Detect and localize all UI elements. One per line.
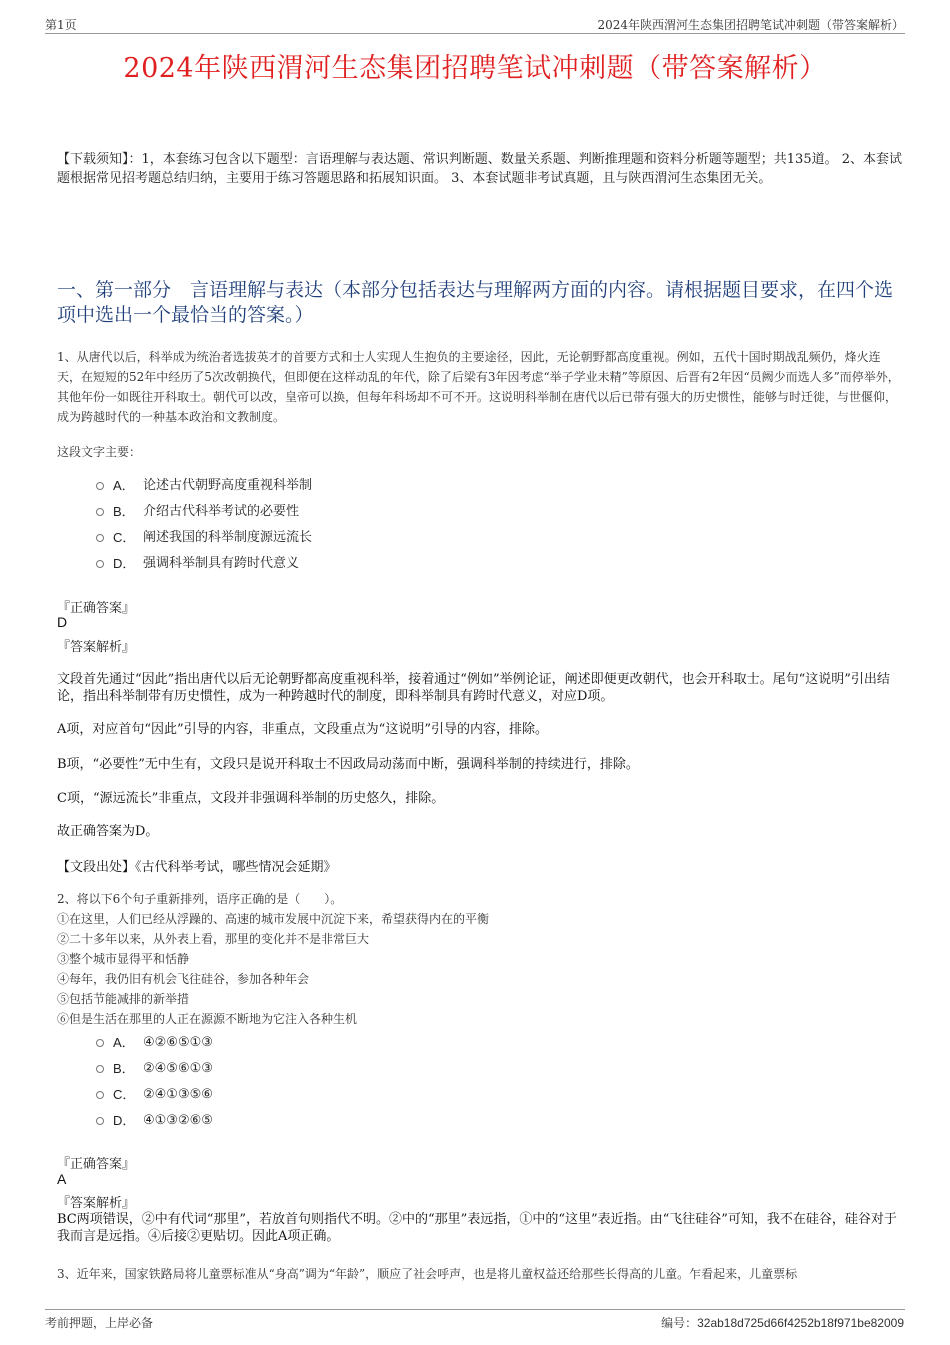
q2-sentence: ①在这里，人们已经从浮躁的、高速的城市发展中沉淀下来，希望获得内在的平衡: [57, 912, 490, 926]
radio-icon[interactable]: [96, 1039, 104, 1047]
q2-sentence: ④每年，我仍旧有机会飞往硅谷，参加各种年会: [57, 972, 310, 986]
option-text: 介绍古代科举考试的必要性: [143, 504, 300, 519]
q1-analysis-para-2: A项，对应首句“因此”引导的内容，非重点，文段重点为“这说明”引导的内容，排除。: [57, 722, 548, 737]
option-text: ②④①③⑤⑥: [143, 1087, 213, 1102]
q2-analysis-label: 『答案解析』: [57, 1196, 136, 1211]
q2-option-c[interactable]: [96, 1085, 213, 1105]
q1-option-a[interactable]: [96, 476, 312, 496]
q2-sentence: ⑥但是生活在那里的人正在源源不断地为它注入各种生机: [57, 1012, 358, 1026]
radio-icon[interactable]: [96, 1091, 104, 1099]
footer-code-value: 32ab18d725d66f4252b18f971be82009: [697, 1316, 904, 1330]
q1-analysis-label: 『答案解析』: [57, 640, 136, 655]
q2-sentence: ②二十多年以来，从外表上看，那里的变化并不是非常巨大: [57, 932, 370, 946]
q1-source: 【文段出处】《古代科举考试，哪些情况会延期》: [57, 860, 337, 875]
header-doc-title: 2024年陕西渭河生态集团招聘笔试冲刺题（带答案解析）: [597, 18, 904, 32]
radio-icon[interactable]: [96, 482, 104, 490]
q2-answer-label: 『正确答案』: [57, 1157, 136, 1172]
option-letter: D．: [113, 1113, 136, 1128]
download-notice: 【下载须知】：1，本套练习包含以下题型：言语理解与表达题、常识判断题、数量关系题、判断推理题和资料分析题等题型；共135道。 2、本套试题根据常见招考题总结归纳，主要用于练习答题思路和拓展知识面。 3、本套试题非考试真题，且与陕西渭河生态集团无关。: [57, 152, 902, 186]
footer-divider: [45, 1309, 905, 1310]
option-letter: B．: [113, 1061, 135, 1076]
radio-icon[interactable]: [96, 1117, 104, 1125]
question-1-text: 1、从唐代以后，科举成为统治者选拔英才的首要方式和士人实现人生抱负的主要途径，因此，无论朝野都高度重视。例如，五代十国时期战乱频仍，烽火连天，在短短的52年中经历了5次改朝换代，但即便在这样动乱的年代，除了后梁有3年因考虑“举子学业未精”等原因、后晋有2年因“员阙少而选人多”而停举外，其他年份一如既往开科取士。朝代可以改，皇帝可以换，但每年科场却不可不开。这说明科举制在唐代以后已带有强大的历史惯性，能够与时迁徙，与世偃仰，成为跨越时代的一种基本政治和文教制度。: [57, 350, 900, 424]
q2-option-a[interactable]: [96, 1033, 213, 1053]
q1-option-d[interactable]: [96, 554, 299, 574]
option-text: ④②⑥⑤①③: [143, 1035, 213, 1050]
q1-analysis-para-3: B项，“必要性”无中生有，文段只是说开科取士不因政局动荡而中断，强调科举制的持续进行，排除。: [57, 757, 639, 772]
section-heading: 一、第一部分 言语理解与表达（本部分包括表达与理解两方面的内容。请根据题目要求，在四个选项中选出一个最恰当的答案。）: [57, 279, 894, 326]
q2-sentence: ③整个城市显得平和恬静: [57, 952, 190, 966]
header-divider: [45, 33, 905, 34]
q1-analysis-para-5: 故正确答案为D。: [57, 824, 159, 839]
page-number: 第1页: [45, 18, 77, 32]
radio-icon[interactable]: [96, 1065, 104, 1073]
q1-option-b[interactable]: [96, 502, 299, 522]
option-text: 强调科举制具有跨时代意义: [143, 556, 300, 571]
q2-analysis: BC两项错误，②中有代词“那里”，若放首句则指代不明。②中的“那里”表远指，①中的“这里”表近指。由“飞往硅谷”可知，我不在硅谷，硅谷对于我而言是远指。④后接②更贴切。因此A项正确。: [57, 1212, 897, 1244]
option-text: ②④⑤⑥①③: [143, 1061, 213, 1076]
footer-code-label: 编号：: [661, 1316, 698, 1330]
q1-analysis-para-1: 文段首先通过“因此”指出唐代以后无论朝野都高度重视科举，接着通过“例如”举例论证，阐述即便更改朝代，也会开科取士。尾句“这说明”引出结论，指出科举制带有历史惯性，成为一种跨越时代的制度，即科举制具有跨时代意义，对应D项。: [57, 672, 890, 704]
q1-answer: D: [57, 614, 68, 630]
q1-analysis-para-4: C项，“源远流长”非重点，文段并非强调科举制的历史悠久，排除。: [57, 791, 445, 806]
option-text: ④①③②⑥⑤: [143, 1113, 213, 1128]
radio-icon[interactable]: [96, 560, 104, 568]
q2-option-d[interactable]: [96, 1111, 213, 1131]
question-1-prompt: 这段文字主要：: [57, 445, 142, 459]
option-letter: A．: [113, 1035, 135, 1050]
option-text: 论述古代朝野高度重视科举制: [143, 478, 313, 493]
option-letter: B．: [113, 504, 135, 519]
option-letter: C．: [113, 530, 136, 545]
q2-answer: A: [57, 1171, 67, 1187]
option-letter: A．: [113, 478, 135, 493]
q1-answer-label: 『正确答案』: [57, 601, 136, 616]
footer-code: [661, 1314, 904, 1331]
question-2-text: 2、将以下6个句子重新排列，语序正确的是（ ）。: [57, 892, 343, 906]
option-text: 阐述我国的科举制度源远流长: [143, 530, 313, 545]
option-letter: C．: [113, 1087, 136, 1102]
q2-option-b[interactable]: [96, 1059, 213, 1079]
footer-slogan: 考前押题，上岸必备: [45, 1316, 154, 1330]
q2-sentence: ⑤包括节能减排的新举措: [57, 992, 190, 1006]
question-3-text: 3、近年来，国家铁路局将儿童票标准从“身高”调为“年龄”，顺应了社会呼声，也是将儿童权益还给那些长得高的儿童。乍看起来，儿童票标: [57, 1267, 798, 1281]
option-letter: D．: [113, 556, 136, 571]
page-title: 2024年陕西渭河生态集团招聘笔试冲刺题（带答案解析）: [123, 53, 827, 84]
radio-icon[interactable]: [96, 508, 104, 516]
q1-option-c[interactable]: [96, 528, 312, 548]
radio-icon[interactable]: [96, 534, 104, 542]
